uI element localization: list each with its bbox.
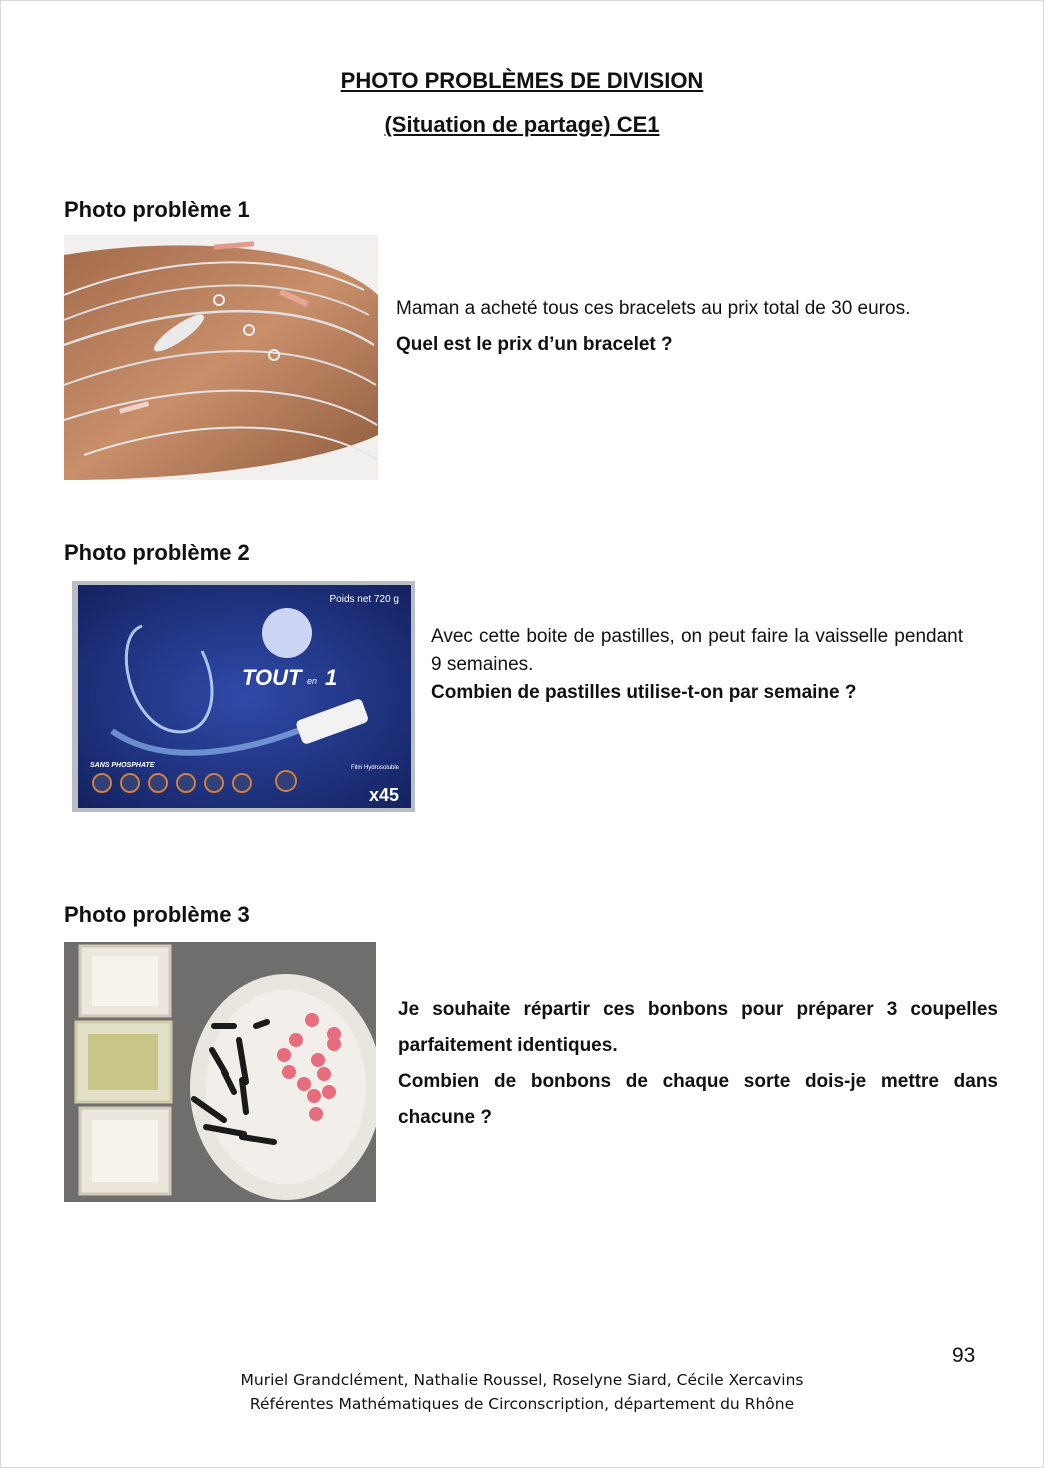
problem-2-question: Combien de pastilles utilise-t-on par semaine ? (431, 682, 857, 703)
problem-3-question: Combien de bonbons de chaque sorte dois-je mettre dans chacune ? (398, 1071, 998, 1128)
page-subtitle: (Situation de partage) CE1 (384, 112, 660, 137)
box-weight-label: Poids net 720 g (329, 594, 399, 605)
problem-2-heading: Photo problème 2 (64, 540, 250, 565)
page-number: 93 (952, 1344, 976, 1367)
problem-3-heading: Photo problème 3 (64, 902, 250, 927)
page-title: PHOTO PROBLÈMES DE DIVISION (340, 68, 704, 93)
candies-photo (64, 942, 376, 1202)
problem-1-statement: Maman a acheté tous ces bracelets au prix total de 30 euros. (396, 298, 911, 319)
box-brand-number: 1 (325, 665, 338, 690)
box-count-label: x45 (368, 785, 399, 805)
problem-1-heading: Photo problème 1 (64, 197, 250, 222)
box-film-label: Film Hydrosoluble (350, 765, 399, 771)
problem-3-text (398, 992, 998, 1136)
bracelets-photo (64, 235, 378, 480)
problem-2-statement: Avec cette boite de pastilles, on peut faire la vaisselle pendant 9 semaines. (431, 626, 963, 675)
problem-1-text (396, 291, 921, 363)
box-brand-small: en (307, 676, 318, 686)
problem-2-text (431, 623, 963, 707)
box-phosphate-label: SANS PHOSPHATE (90, 762, 155, 769)
box-brand-label: TOUT (242, 665, 302, 690)
footer-affiliation: Référentes Mathématiques de Circonscription, département du Rhône (249, 1395, 795, 1413)
problem-1-question: Quel est le prix d’un bracelet ? (396, 334, 673, 355)
problem-3-statement: Je souhaite répartir ces bonbons pour préparer 3 coupelles parfaitement identiques. (398, 999, 998, 1056)
footer-authors: Muriel Grandclément, Nathalie Roussel, Roselyne Siard, Cécile Xercavins (240, 1371, 804, 1389)
dishwasher-box-photo (72, 581, 415, 812)
